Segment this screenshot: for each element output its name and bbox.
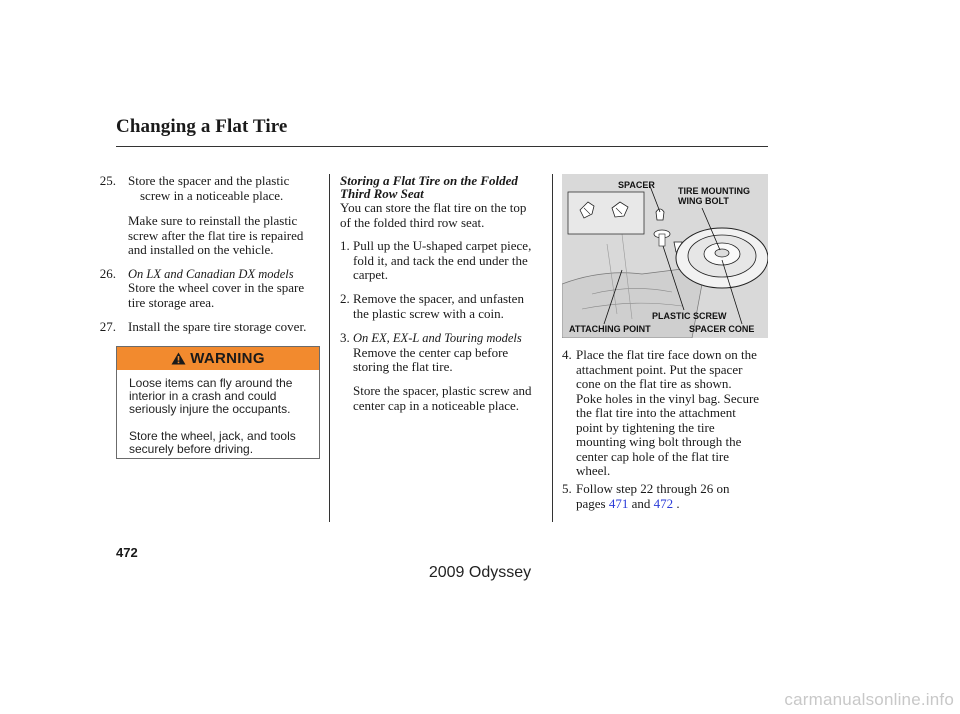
warning-line: Loose items can fly around the (129, 376, 293, 390)
step-text-line: the flat tire into the attachment (576, 405, 736, 420)
step-text-line: point by tightening the tire (576, 419, 715, 435)
title-rule (116, 146, 768, 147)
column-2 (340, 174, 550, 413)
warning-line: seriously injure the occupants. (129, 402, 291, 417)
step-text-line: storing the flat tire. (353, 359, 453, 374)
step-text-line: attachment point. Put the spacer (576, 361, 743, 377)
reinstall-paragraph (88, 214, 328, 258)
watermark-text: carmanualsonline.info (784, 690, 954, 709)
para-line: center cap in a noticeable place. (353, 397, 520, 413)
label-wing-bolt-line2: WING BOLT (678, 196, 729, 206)
pages-text: pages (576, 495, 606, 511)
step-1 (340, 239, 550, 283)
store-paragraph (340, 384, 550, 413)
step-text-line (576, 497, 680, 512)
step-text-line: Remove the spacer, and unfasten (353, 291, 524, 306)
para-line: Make sure to reinstall the plastic (128, 213, 298, 228)
step-number: 27. (99, 318, 116, 334)
step-number: 1. (340, 238, 350, 253)
heading-line: Storing a Flat Tire on the Folded (340, 173, 518, 188)
step-text-line: Pull up the U-shaped carpet piece, (353, 238, 532, 253)
model-note: On LX and Canadian DX models (128, 266, 294, 281)
step-text-line: screw in a noticeable place. (140, 187, 284, 203)
step-5 (562, 482, 768, 512)
warning-line: interior in a crash and could (129, 389, 277, 404)
step-25 (88, 174, 328, 204)
step-text-line: cone on the flat tire as shown. (576, 376, 732, 391)
column-divider (552, 174, 553, 522)
label-attaching-point: ATTACHING POINT (569, 324, 651, 334)
step-text-line: Install the spare tire storage cover. (128, 318, 307, 334)
intro-paragraph (340, 201, 550, 230)
para-line: and installed on the vehicle. (128, 242, 274, 257)
step-text-line: Follow step 22 through 26 on (576, 481, 730, 496)
period-text: . (676, 495, 680, 511)
step-number: 5. (562, 481, 572, 496)
step-text-line: mounting wing bolt through the (576, 434, 742, 449)
model-note: On EX, EX-L and Touring models (353, 331, 522, 345)
step-26 (88, 267, 328, 311)
page-number: 472 (116, 545, 138, 560)
intro-line: You can store the flat tire on the top (340, 200, 527, 215)
warning-header (117, 347, 319, 370)
para-line: Store the spacer, plastic screw and (353, 383, 532, 398)
step-number: 26. (99, 265, 116, 281)
step-text-line: wheel. (576, 463, 611, 478)
tire-storage-illustration (562, 174, 768, 338)
step-3 (340, 331, 550, 375)
warning-box (116, 346, 320, 459)
step-text-line: the plastic screw with a coin. (353, 305, 504, 321)
step-number: 2. (340, 291, 350, 306)
and-text: and (631, 495, 651, 511)
warning-line: Store the wheel, jack, and tools (129, 428, 296, 443)
intro-line: of the folded third row seat. (340, 214, 485, 230)
step-27 (88, 320, 328, 336)
page-title: Changing a Flat Tire (116, 116, 288, 137)
step-text-line: carpet. (353, 267, 389, 282)
page-link-472[interactable]: 472 (653, 495, 674, 511)
step-2 (340, 292, 550, 322)
label-wing-bolt-line1: TIRE MOUNTING (678, 186, 750, 196)
step-number: 25. (99, 173, 116, 188)
column-1 (88, 174, 328, 336)
footer-model: 2009 Odyssey (428, 564, 532, 581)
column-divider (329, 174, 330, 522)
heading-line: Third Row Seat (340, 186, 424, 201)
step-text-line: Store the wheel cover in the spare (128, 280, 305, 295)
page-link-471[interactable]: 471 (608, 495, 629, 511)
step-4 (562, 348, 768, 480)
label-spacer-cone: SPACER CONE (689, 324, 755, 334)
step-text-line: Remove the center cap before (353, 344, 509, 360)
step-text-line: fold it, and tack the end under the (353, 252, 528, 268)
para-line: screw after the flat tire is repaired (128, 227, 304, 243)
warning-paragraph (129, 377, 317, 417)
step-text-line: Poke holes in the vinyl bag. Secure (576, 390, 760, 406)
step-number: 3. (340, 330, 350, 345)
section-heading (340, 174, 550, 200)
warning-paragraph (129, 430, 317, 456)
column-3 (562, 348, 768, 512)
step-text-line: Place the flat tire face down on the (576, 347, 757, 362)
label-spacer: SPACER (618, 180, 655, 190)
step-text-line: center cap hole of the flat tire (576, 448, 730, 464)
step-number: 4. (562, 347, 572, 362)
warning-line: securely before driving. (129, 441, 254, 456)
warning-label: WARNING (190, 350, 265, 367)
warning-body (129, 377, 317, 469)
step-text-line: tire storage area. (128, 294, 215, 310)
step-text-line: Store the spacer and the plastic (128, 173, 290, 188)
label-plastic-screw: PLASTIC SCREW (652, 311, 727, 321)
warning-triangle-icon (171, 352, 186, 365)
